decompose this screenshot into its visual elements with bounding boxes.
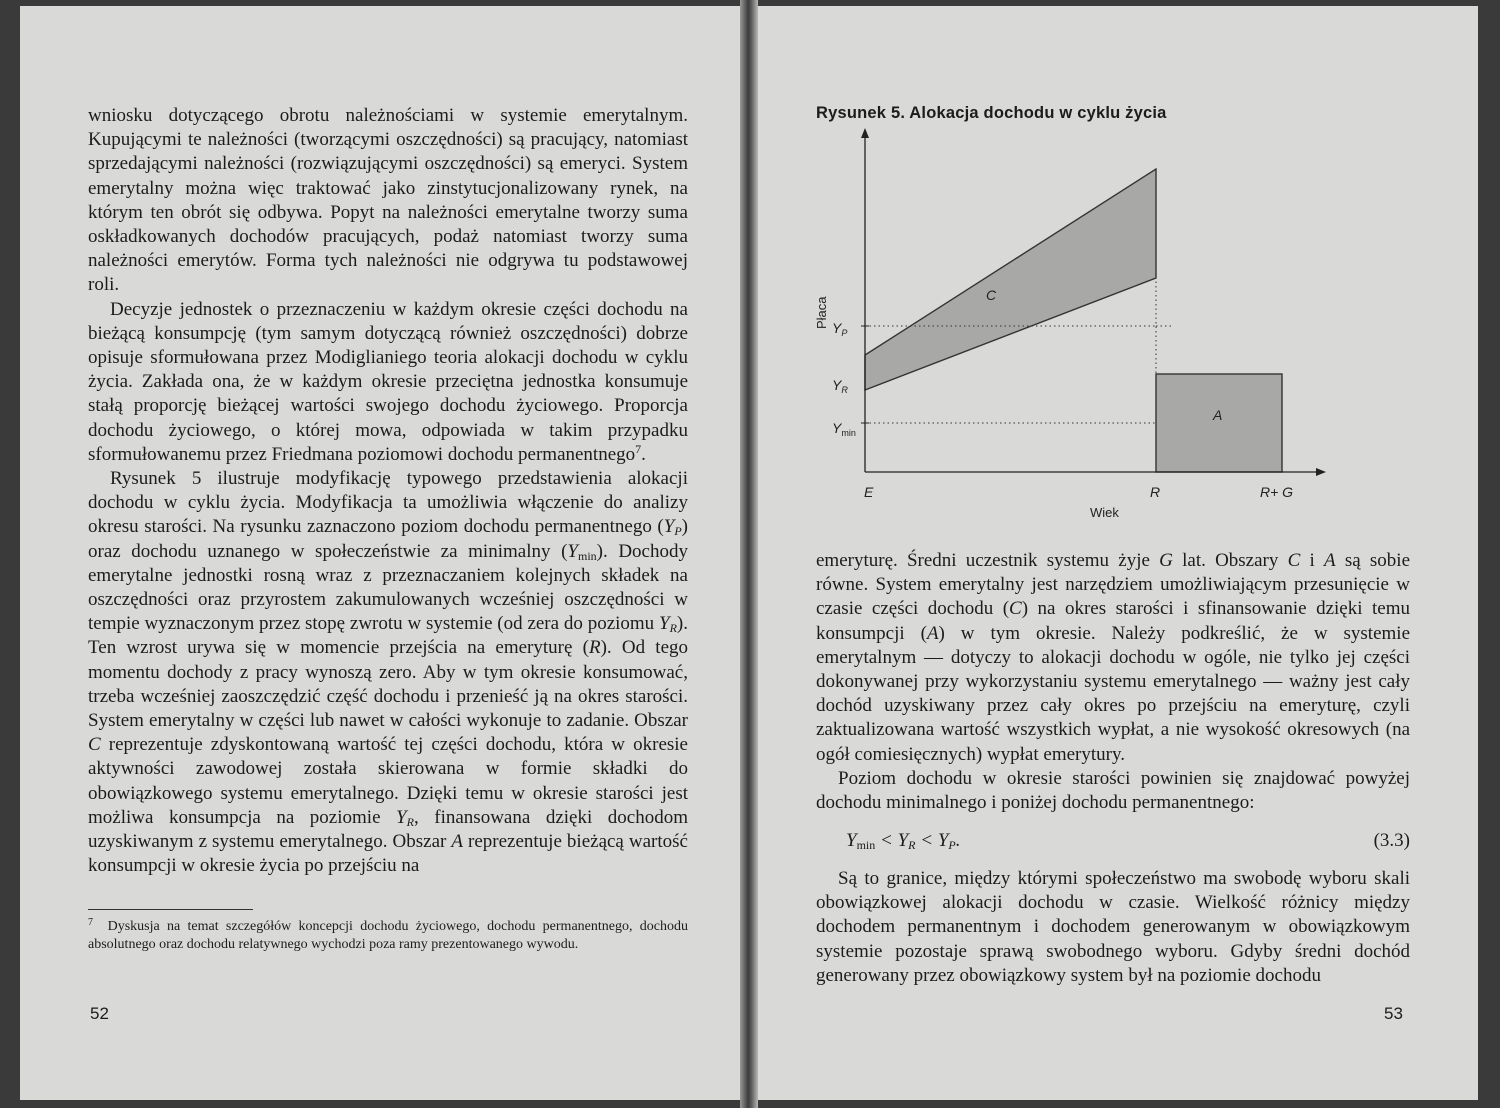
paragraph-p3: Rysunek 5 ilustruje modyfikację typowego przedstawienia alokacji dochodu w cyklu życia. Modyfikacja ta umożliwia włączenie do analizy okresu starości. Na rysunku zaznaczono poziom dochodu permanentnego $(Y_P)$ oraz dochodu uznanego w społeczeństwie za minimalny $(Y_{min})$. Dochody emerytalne jednostki rosną wraz z przeznaczaniem kolejnych składek na oszczędności oraz przyrostem zakumulowanych wcześniej oszczędności w tempie wyznaczonym przez stopę zwrotu w systemie (od zera do poziomu $Y_R$). Ten wzrost urywa się w momencie przejścia na emeryturę (R). Od tego momentu dochody z pracy wynoszą zero. Aby w tym okresie konsumować, trzeba wcześniej zaoszczędzić część dochodu i przenieść ją na okres starości. System emerytalny w części lub nawet w całości wykonuje to zadanie. Obszar C reprezentuje zdyskontowaną wartość tej części dochodu, która w okresie aktywności zawodowej została skierowana w formie składki do obowiązkowego systemu emerytalnego. Dzięki temu w okresie starości jest możliwa konsumpcja na poziomie $Y_R$, finansowana dzięki dochodom uzyskiwanym z systemu emerytalnego. Obszar A reprezentuje bieżącą wartość konsumpcji w okresie życia po przejściu na xyxy=(88,468,689,877)
right-body-text xyxy=(816,549,1410,815)
label-rg: R+ G xyxy=(1260,484,1294,500)
right-page xyxy=(758,6,1478,1100)
footnote-rule xyxy=(88,909,253,910)
area-c xyxy=(865,169,1156,390)
footnote: $^7$ Dyskusja na temat szczegółów koncepcji dochodu życiowego, dochodu permanentnego, dochodu absolutnego oraz dochodu relatywnego wychodzi poza ramy prezentowanego wywodu. xyxy=(88,917,688,952)
x-axis-label: Wiek xyxy=(1090,505,1119,520)
page-number-left: 52 xyxy=(90,1004,109,1023)
y-axis-label: Płaca xyxy=(814,296,829,329)
label-r: R xyxy=(1150,484,1161,500)
label-yp: $Y_P$ xyxy=(832,320,848,338)
book-spine xyxy=(740,0,758,1108)
formula-number: (3.3) xyxy=(1373,830,1410,851)
paragraph-p1: wniosku dotyczącego obrotu należnościami w systemie emerytalnym. Kupującymi te należności (tworzącymi oszczędności) są pracujący, natomiast sprzedającymi należności (rozwiązującymi oszczędności) są emeryci. System emerytalny można więc traktować jako zinstytucjonalizowany rynek, na którym ten obrót się odbywa. Popyt na należności emerytalne tworzy suma oskładkowanych dochodów pracujących, podaż natomiast tworzy suma należności emerytów. Forma tych należności nie odgrywa tu podstawowej roli. xyxy=(88,105,688,296)
paragraph-p2: Decyzje jednostek o przeznaczeniu w każdym okresie części dochodu na bieżącą konsumpcję (tym samym dotyczącą również oszczędności) dobrze opisuje sformułowana przez Modiglianiego teoria alokacji dochodu w cyklu życia. Zakłada ona, że w każdym okresie przeciętna jednostka konsumuje stałą proporcję bieżącej wartości swojego dochodu życiowego. Proporcja dochodu życiowego, o której mowa, odpowiada w takim przypadku sformułowanemu przez Friedmana poziomowi dochodu permanentnego$^7$. xyxy=(88,298,688,465)
y-axis-arrow xyxy=(861,128,869,138)
label-yr: $Y_R$ xyxy=(832,377,848,395)
figure-title: Rysunek 5. Alokacja dochodu w cyklu życia xyxy=(816,104,1167,122)
page-number-right: 53 xyxy=(1384,1004,1403,1023)
label-ymin: $Y_{min}$ xyxy=(832,420,856,438)
paragraph-p5: Poziom dochodu w okresie starości powinien się znajdować powyżej dochodu minimalnego i poniżej dochodu permanentnego: xyxy=(816,767,1410,814)
label-area-c: C xyxy=(986,287,997,303)
paragraph-p6: Są to granice, między którymi społeczeństwo ma swobodę wyboru skali obowiązkowej alokacji dochodu w czasie. Wielkość różnicy między dochodem permanentnym i dochodem generowanym w obowiązkowym systemie pozostaje sprawą swobodnego wyboru. Gdyby średni dochód generowany przez obowiązkowy system był na poziomie dochodu xyxy=(816,868,1410,986)
label-area-a: A xyxy=(1213,407,1223,423)
formula-expression: $Y_{min} < Y_R < Y_P$. xyxy=(846,830,961,852)
left-page xyxy=(20,6,740,1100)
life-cycle-income-diagram xyxy=(808,124,1294,534)
area-a xyxy=(1156,374,1282,472)
right-body-text-after xyxy=(816,867,1410,988)
label-e: E xyxy=(864,484,874,500)
left-body-text xyxy=(88,104,688,879)
x-axis-arrow xyxy=(1316,468,1326,476)
paragraph-p4: emeryturę. Średni uczestnik systemu żyje G lat. Obszary C i A są sobie równe. System emerytalny jest narzędziem umożliwiającym przesunięcie w czasie części dochodu (C) na okres starości i sfinansowanie dzięki temu konsumpcji (A) w tym okresie. Należy podkreślić, że w systemie emerytalnym — dotyczy to alokacji dochodu w ogóle, nie tylko jej części dokonywanej przy wykorzystaniu systemu emerytalnego — ważny jest cały dochód uzyskiwany przez cały okres po przejściu na emeryturę, czyli zaktualizowana wartość wszystkich wypłat, a nie wysokość okresowych (na ogół comiesięcznych) wypłat emerytury. xyxy=(816,550,1411,765)
